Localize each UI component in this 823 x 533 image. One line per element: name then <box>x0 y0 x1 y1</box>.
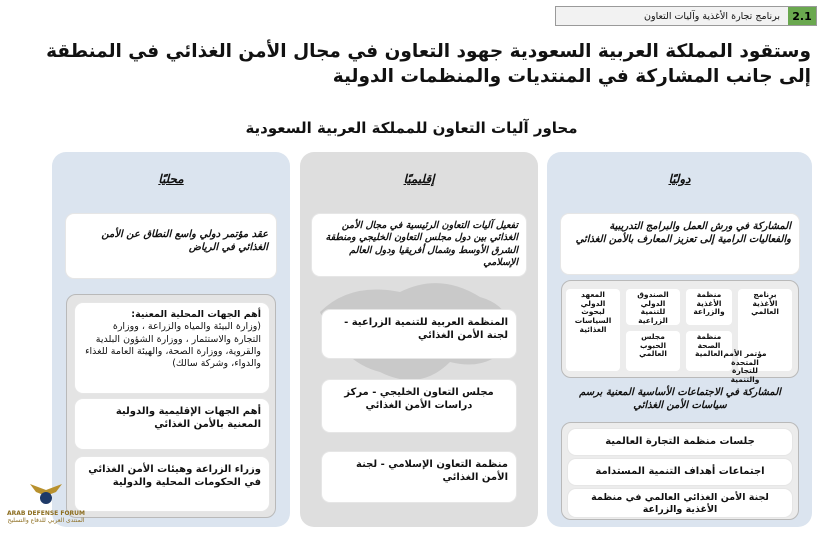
page-subheading: محاور آليات التعاون للمملكة العربية السعودية <box>245 119 578 137</box>
org-cell: المعهد الدولي لبحوث السياسات الغذائية <box>566 289 620 371</box>
panel-title-international: دوليًا <box>668 172 691 186</box>
panel-regional <box>300 152 538 527</box>
watermark-line1: ARAB DEFENSE FORUM <box>6 510 86 517</box>
local-item: أهم الجهات الإقليمية والدولية المعنية بالأمن الغذائي <box>75 399 269 449</box>
regional-item: المنظمة العربية للتنمية الزراعية - لجنة الأمن الغذائي <box>322 310 516 358</box>
org-cell: منظمة الأغذية والزراعة <box>686 289 732 325</box>
local-top-box: عقد مؤتمر دولي واسع النطاق عن الأمن الغذائي في الرياض <box>66 214 276 278</box>
local-entities-title: أهم الجهات المحلية المعنية: <box>131 309 261 320</box>
local-entities-body: (وزارة البيئة والمياه والزراعة ، ووزارة التجارة والاستثمار ، ووزارة الشؤون البلدية والقروية، ووزارة الصحة، والهيئة العامة للغذاء والدواء، وشركة سالك) <box>85 321 261 370</box>
local-entities-group <box>66 294 276 518</box>
regional-item: مجلس التعاون الخليجي - مركز دراسات الأمن الغذائي <box>322 380 516 432</box>
local-entities-box <box>75 303 269 393</box>
org-cell: مجلس الحبوب العالمي <box>626 331 680 371</box>
local-item: وزراء الزراعة وهيئات الأمن الغذائي في الحكومات المحلية والدولية <box>75 457 269 511</box>
watermark-line2: المنتدى العربي للدفاع والتسليح <box>7 517 85 524</box>
list-item: اجتماعات أهداف التنمية المستدامة <box>568 459 792 485</box>
section-number: 2.1 <box>788 7 816 25</box>
international-meetings-heading: المشاركة في الاجتماعات الأساسية المعنية برسم سياسات الأمن الغذائي <box>579 387 781 411</box>
org-cell: الصندوق الدولي للتنمية الزراعية <box>626 289 680 325</box>
regional-item: منظمة التعاون الإسلامي - لجنة الأمن الغذائي <box>322 452 516 502</box>
panel-title-local: محليًا <box>158 172 184 186</box>
section-header-bar <box>555 6 817 26</box>
panel-title-regional: إقليميًا <box>403 172 435 186</box>
international-top-box: المشاركة في ورش العمل والبرامج التدريبية والفعاليات الرامية إلى تعزيز المعارف بالأمن الغذائي <box>561 214 799 274</box>
eagle-emblem-icon <box>28 476 64 506</box>
arab-defense-forum-logo <box>6 476 86 528</box>
list-item: لجنة الأمن الغذائي العالمي في منظمة الأغذية والزراعة <box>568 489 792 517</box>
list-item: جلسات منظمة التجارة العالمية <box>568 429 792 455</box>
org-cell: مؤتمر الأمم المتحدة للتجارة والتنمية <box>723 349 767 384</box>
international-meetings-list <box>561 422 799 520</box>
page-headline: وستقود المملكة العربية السعودية جهود التعاون في مجال الأمن الغذائي في المنطقة إلى جانب المشاركة في المنتديات والمنظمات الدولية <box>46 41 811 87</box>
section-title: برنامج تجارة الأغذية وآليات التعاون <box>644 10 780 22</box>
org-cell: برنامج الأغذية العالمي <box>738 289 792 371</box>
regional-top-box: تفعيل آليات التعاون الرئيسية في مجال الأمن الغذائي بين دول مجلس التعاون الخليجي ومنطقة الشرق الأوسط وشمال أفريقيا ودول العالم الإسلامي <box>312 214 526 276</box>
org-cell: منظمة الصحة العالمية <box>686 331 732 371</box>
panel-international <box>547 152 812 527</box>
panel-local <box>52 152 290 527</box>
